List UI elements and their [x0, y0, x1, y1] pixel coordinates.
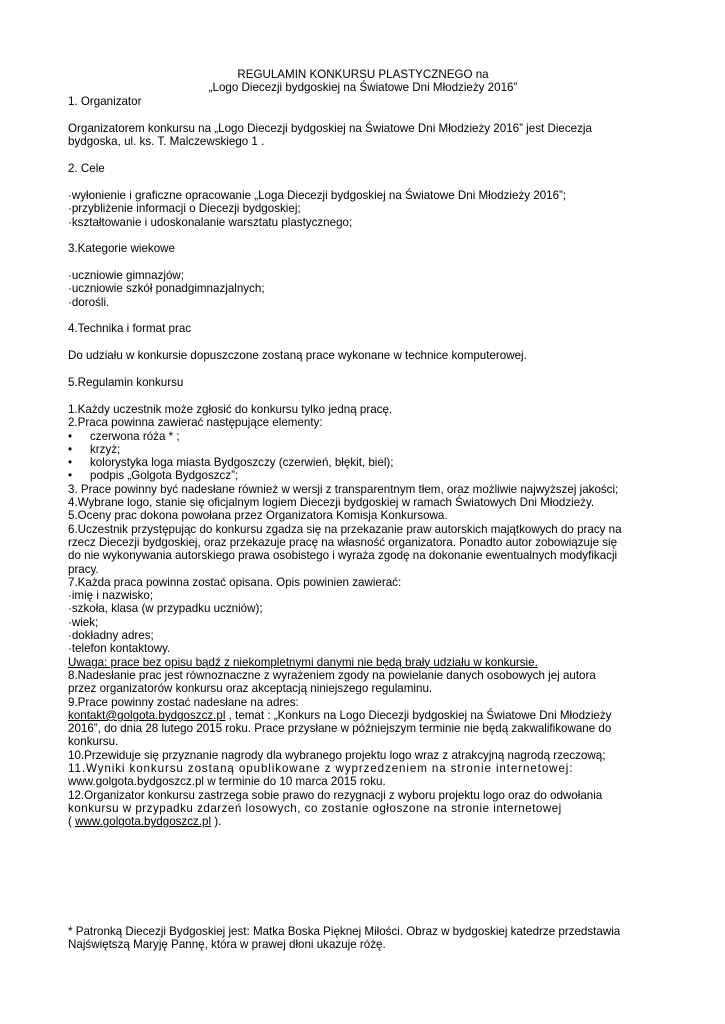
rule-1: 1.Każdy uczestnik może zgłosić do konkursu tylko jedną pracę. [68, 403, 393, 416]
list-item: ·telefon kontaktowy. [68, 642, 171, 656]
title-line-2: „Logo Diecezji bydgoskiej na Światowe Dni Młodzieży 2016” [208, 81, 518, 95]
list-item: ·uczniowie szkół ponadgimnazjalnych; [68, 282, 265, 296]
bullet-icon: • [68, 456, 73, 470]
footnote-line-2: Najświętszą Maryję Pannę, która w prawej dłoni ukazuje różę. [68, 938, 386, 952]
title-line-1: REGULAMIN KONKURSU PLASTYCZNEGO na [237, 68, 489, 81]
rule-7: 7.Każda praca powinna zostać opisana. Opis powinien zawierać: [68, 575, 402, 589]
list-item: ·dokładny adres; [68, 629, 154, 643]
list-item: ·szkoła, klasa (w przypadku uczniów); [68, 602, 263, 616]
rule-12-line: konkursu w przypadku zdarzeń losowych, co zostanie ogłoszone na stronie internetowej [68, 801, 562, 815]
rule-12-link-line: ( www.golgota.bydgoszcz.pl ). [68, 815, 222, 829]
rule-6-line: rzecz Diecezji bydgoskiej, oraz przekazuje pracę na własność organizatora. Ponadto autor zobowiązuje się [68, 535, 618, 549]
section-4-body: Do udziału w konkursie dopuszczone zostaną prace wykonane w technice komputerowej. [68, 349, 527, 362]
list-item: ·imię i nazwisko; [68, 589, 154, 603]
website-link[interactable]: www.golgota.bydgoszcz.pl [75, 815, 212, 829]
rule-8-line: przez organizatorów konkursu oraz akceptacją niniejszego regulaminu. [68, 682, 433, 696]
rule-6-line: pracy. [68, 562, 99, 576]
section-1-line-1: Organizatorem konkursu na „Logo Diecezji bydgoskiej na Światowe Dni Młodzieży 2016” jest Diecezja [68, 122, 592, 135]
rule-2: 2.Praca powinna zawierać następujące elementy: [68, 416, 323, 430]
section-1-heading: 1. Organizator [68, 95, 142, 108]
section-1-body [68, 122, 658, 149]
bullet-item: • kolorystyka loga miasta Bydgoszczy (czerwień, błękit, biel); [68, 456, 394, 470]
rule-3: 3. Prace powinny być nadesłane również w wersji z transparentnym tłem, oraz możliwie najwyższej jakości; [68, 482, 619, 496]
bullet-item: • krzyż; [68, 442, 121, 456]
section-2-list [68, 189, 658, 229]
section-4-heading: 4.Technika i format prac [68, 322, 192, 335]
list-item: ·uczniowie gimnazjów; [68, 269, 184, 282]
list-item: ·kształtowanie i udoskonalanie warsztatu plastycznego; [68, 215, 353, 229]
footnote [68, 925, 658, 952]
bullet-icon: • [68, 469, 73, 483]
list-item: ·wiek; [68, 615, 99, 629]
rule-9: 9.Prace powinny zostać nadesłane na adres: [68, 695, 299, 709]
section-1-line-2: bydgoska, ul. ks. T. Malczewskiego 1 . [68, 135, 265, 149]
rule-12-line: 12.Organizator konkursu zastrzega sobie prawo do rezygnacji z wyboru projektu logo oraz do odwołania [68, 788, 603, 802]
warning-note: Uwaga: prace bez opisu bądź z niekompletnymi danymi nie będą brały udziału w konkursie. [68, 655, 538, 669]
section-5-rules [68, 403, 658, 829]
rule-8-line: 8.Nadesłanie prac jest równoznaczne z wyrażeniem zgody na powielanie danych osobowych jej autora [68, 668, 596, 682]
rule-9-contact: kontakt@golgota.bydgoszcz.pl , temat : „Konkurs na Logo Diecezji bydgoskiej na Światowe Dni Młodzieży [68, 708, 612, 722]
bullet-icon: • [68, 429, 73, 443]
rule-11-line: www.golgota.bydgoszcz.pl w terminie do 10 marca 2015 roku. [68, 775, 386, 789]
rule-6-line: do nie wykonywania autorskiego prawa osobistego i wyraża zgodę na dokonanie ewentualnych modyfikacji [68, 549, 618, 563]
bullet-icon: • [68, 442, 73, 456]
email-link[interactable]: kontakt@golgota.bydgoszcz.pl [68, 708, 226, 722]
rule-10: 10.Przewiduje się przyznanie nagrody dla wybranego projektu logo wraz z atrakcyjną nagrodą rzeczową; [68, 748, 606, 762]
list-item: ·przybliżenie informacji o Diecezji bydgoskiej; [68, 202, 301, 216]
rule-6-line: 6.Uczestnik przystępując do konkursu zgadza się na przekazanie praw autorskich majątkowych do pracy na [68, 522, 622, 536]
footnote-line-1: * Patronką Diecezji Bydgoskiej jest: Matka Boska Pięknej Miłości. Obraz w bydgoskiej katedrze przedstawia [68, 925, 621, 938]
rule-4: 4.Wybrane logo, stanie się oficjalnym logiem Diecezji bydgoskiej w ramach Światowych Dni Młodzieży. [68, 496, 595, 510]
section-5-heading: 5.Regulamin konkursu [68, 376, 184, 389]
rule-11-line: 11.Wyniki konkursu zostaną opublikowane z wyprzedzeniem na stronie internetowej: [68, 762, 574, 776]
list-item: ·dorośli. [68, 295, 110, 309]
section-2-heading: 2. Cele [68, 162, 105, 175]
document-title [68, 68, 658, 95]
rule-9-line: 2016”, do dnia 28 lutego 2015 roku. Prace przysłane w późniejszym terminie nie będą zakwalifikowane do [68, 722, 612, 736]
bullet-item: • czerwona róża * ; [68, 429, 180, 443]
rule-9-line: konkursu. [68, 735, 119, 749]
section-3-heading: 3.Kategorie wiekowe [68, 242, 175, 255]
section-3-list [68, 269, 658, 309]
bullet-item: • podpis „Golgota Bydgoszcz”; [68, 469, 239, 483]
rule-5: 5.Oceny prac dokona powołana przez Organizatora Komisja Konkursowa. [68, 509, 448, 523]
list-item: ·wyłonienie i graficzne opracowanie „Loga Diecezji bydgoskiej na Światowe Dni Młodzieży 2016”; [68, 189, 567, 202]
